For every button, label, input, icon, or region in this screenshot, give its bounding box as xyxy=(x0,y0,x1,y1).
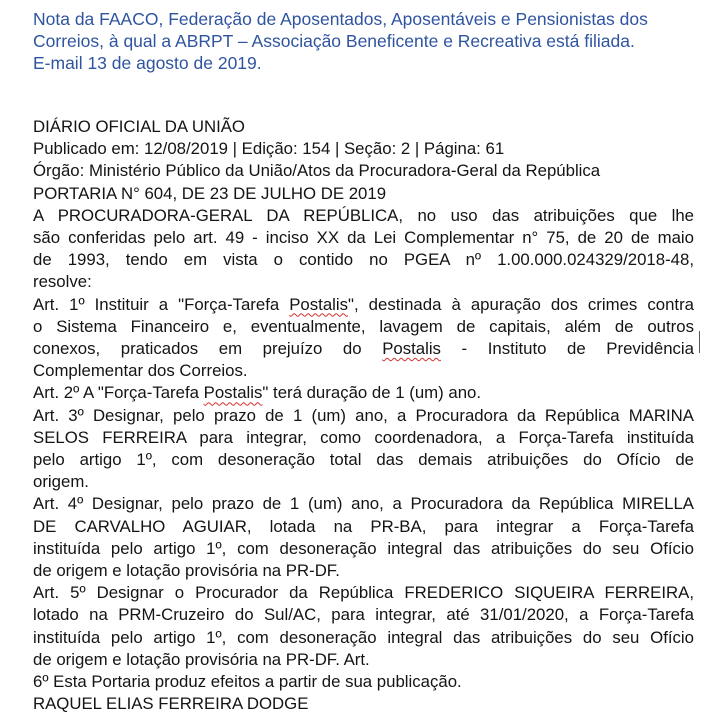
text-run: Art. 2º A "Força-Tarefa xyxy=(33,383,204,403)
note-line: E-mail 13 de agosto de 2019. xyxy=(33,53,262,73)
note-line: Nota da FAACO, Federação de Aposentados, Aposentáveis e Pensionistas dos xyxy=(33,9,648,29)
organ-info: Órgão: Ministério Público da União/Atos da Procuradora-Geral da República xyxy=(33,161,601,181)
note-line: Correios, à qual a ABRPT – Associação Beneficente e Recreativa está filiada. xyxy=(33,31,635,51)
article-3-line: Art. 3º Designar, pelo prazo de 1 (um) ano, a Procuradora da República MARINA xyxy=(33,405,694,425)
spellcheck-word: Postalis xyxy=(203,383,263,403)
article-6-line: 6º Esta Portaria produz efeitos a partir de sua publicação. xyxy=(33,672,462,692)
text-run: Art. 1º Instituir a "Força-Tarefa xyxy=(33,294,290,314)
publication-info: Publicado em: 12/08/2019 | Edição: 154 | Seção: 2 | Página: 61 xyxy=(33,139,505,159)
article-3-line: origem. xyxy=(33,472,89,492)
article-4-line: de origem e lotação provisória na PR-DF. xyxy=(33,561,340,581)
article-1-line: Complementar dos Correios. xyxy=(33,361,248,381)
text-run: " terá duração de 1 (um) ano. xyxy=(262,383,482,403)
portaria-title: PORTARIA N° 604, DE 23 DE JULHO DE 2019 xyxy=(33,183,387,203)
article-2-line xyxy=(33,382,694,404)
article-5-line: lotado na PRM-Cruzeiro do Sul/AC, para integrar, até 31/01/2020, a Força-Tarefa xyxy=(33,605,694,625)
article-4-line: Art. 4º Designar, pelo prazo de 1 (um) ano, a Procuradora da República MIRELLA xyxy=(33,494,694,514)
text-run: - Instituto de Previdência xyxy=(440,339,694,359)
preamble-line: de 1993, tendo em vista o contido no PGEA nº 1.00.000.024329/2018-48, xyxy=(33,250,694,270)
article-3-line: pelo artigo 1º, com desoneração total das demais atribuições do Ofício de xyxy=(33,450,694,470)
dou-publication xyxy=(33,116,694,715)
preamble-line: são conferidas pelo art. 49 - inciso XX da Lei Complementar n° 75, de 20 de maio xyxy=(33,228,694,248)
article-1-line xyxy=(33,294,694,316)
signature: RAQUEL ELIAS FERREIRA DODGE xyxy=(33,694,309,714)
text-cursor-bar xyxy=(699,331,700,353)
article-1-line xyxy=(33,338,694,360)
article-5-line: de origem e lotação provisória na PR-DF. Art. xyxy=(33,649,370,669)
preamble-line: A PROCURADORA-GERAL DA REPÚBLICA, no uso das atribuições que lhe xyxy=(33,205,694,225)
spellcheck-word: Postalis xyxy=(289,294,348,314)
faaco-note xyxy=(33,8,699,74)
article-1-line: o Sistema Financeiro e, eventualmente, lavagem de capitais, além de outros xyxy=(33,316,694,336)
source-title: DIÁRIO OFICIAL DA UNIÃO xyxy=(33,117,245,136)
article-4-line: instituída pelo artigo 1º, com desoneração integral das atribuições do seu Ofício xyxy=(33,538,694,558)
preamble-line: resolve: xyxy=(33,272,92,292)
text-run: ", destinada à apuração dos crimes contra xyxy=(348,294,694,314)
article-5-line: instituída pelo artigo 1º, com desoneração integral das atribuições do seu Ofício xyxy=(33,627,694,647)
article-4-line: DE CARVALHO AGUIAR, lotada na PR-BA, para integrar a Força-Tarefa xyxy=(33,516,694,536)
article-5-line: Art. 5º Designar o Procurador da República FREDERICO SIQUEIRA FERREIRA, xyxy=(33,583,694,603)
article-3-line: SELOS FERREIRA para integrar, como coordenadora, a Força-Tarefa instituída xyxy=(33,427,694,447)
spellcheck-word: Postalis xyxy=(382,339,441,359)
text-run: conexos, praticados em prejuízo do xyxy=(33,339,383,359)
